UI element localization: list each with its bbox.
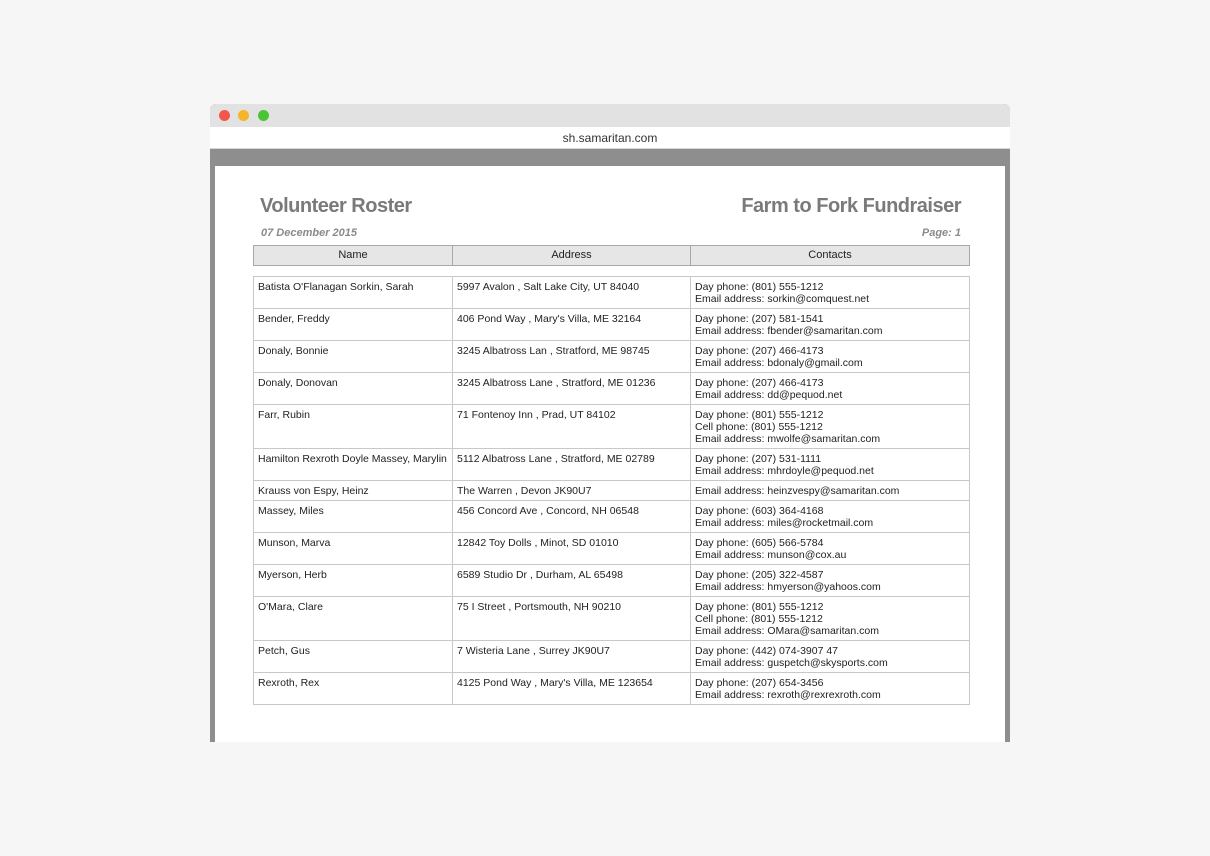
volunteer-address: 4125 Pond Way , Mary's Villa, ME 123654 <box>453 673 691 704</box>
contact-line: Cell phone: (801) 555-1212 <box>695 421 823 433</box>
contact-line: Day phone: (605) 566-5784 <box>695 537 824 549</box>
contact-line: Email address: mhrdoyle@pequod.net <box>695 465 874 477</box>
volunteer-name: Munson, Marva <box>254 533 453 564</box>
volunteer-contacts <box>691 533 969 564</box>
address-bar[interactable]: sh.samaritan.com <box>210 127 1010 149</box>
contact-line: Day phone: (207) 466-4173 <box>695 345 824 357</box>
contact-line: Day phone: (207) 531-1111 <box>695 453 822 465</box>
maximize-window-icon[interactable] <box>258 110 269 121</box>
roster-table <box>253 276 970 705</box>
table-header <box>253 245 970 266</box>
volunteer-address: 406 Pond Way , Mary's Villa, ME 32164 <box>453 309 691 340</box>
contact-line: Email address: bdonaly@gmail.com <box>695 357 863 369</box>
contact-line: Day phone: (801) 555-1212 <box>695 281 824 293</box>
volunteer-address: 12842 Toy Dolls , Minot, SD 01010 <box>453 533 691 564</box>
volunteer-address: 3245 Albatross Lane , Stratford, ME 01236 <box>453 373 691 404</box>
contact-line: Day phone: (442) 074-3907 47 <box>695 645 839 657</box>
contact-line: Email address: OMara@samaritan.com <box>695 625 879 637</box>
table-row <box>254 641 969 673</box>
table-row <box>254 533 969 565</box>
contact-line: Email address: mwolfe@samaritan.com <box>695 433 881 445</box>
header-address: Address <box>453 246 691 265</box>
volunteer-name: Donaly, Bonnie <box>254 341 453 372</box>
contact-line: Day phone: (603) 364-4168 <box>695 505 824 517</box>
volunteer-name: Rexroth, Rex <box>254 673 453 704</box>
page-number: Page: 1 <box>921 227 961 239</box>
volunteer-contacts <box>691 449 969 480</box>
volunteer-address: 75 I Street , Portsmouth, NH 90210 <box>453 597 691 640</box>
volunteer-contacts <box>691 673 969 704</box>
table-row <box>254 481 969 501</box>
volunteer-name: O'Mara, Clare <box>254 597 453 640</box>
volunteer-address: 7 Wisteria Lane , Surrey JK90U7 <box>453 641 691 672</box>
header-name: Name <box>254 246 453 265</box>
volunteer-address: 71 Fontenoy Inn , Prad, UT 84102 <box>453 405 691 448</box>
minimize-window-icon[interactable] <box>238 110 249 121</box>
volunteer-name: Krauss von Espy, Heinz <box>254 481 453 500</box>
contact-line: Email address: guspetch@skysports.com <box>695 657 888 669</box>
contact-line: Day phone: (205) 322-4587 <box>695 569 824 581</box>
event-name: Farm to Fork Fundraiser <box>741 195 961 217</box>
volunteer-address: 5112 Albatross Lane , Stratford, ME 02789 <box>453 449 691 480</box>
table-row <box>254 277 969 309</box>
table-row <box>254 309 969 341</box>
volunteer-name: Donaly, Donovan <box>254 373 453 404</box>
volunteer-name: Petch, Gus <box>254 641 453 672</box>
volunteer-contacts <box>691 481 969 500</box>
contact-line: Email address: munson@cox.au <box>695 549 847 561</box>
volunteer-name: Bender, Freddy <box>254 309 453 340</box>
volunteer-contacts <box>691 373 969 404</box>
report-date: 07 December 2015 <box>261 227 358 239</box>
contact-line: Email address: fbender@samaritan.com <box>695 325 883 337</box>
volunteer-address: 5997 Avalon , Salt Lake City, UT 84040 <box>453 277 691 308</box>
volunteer-contacts <box>691 597 969 640</box>
volunteer-address: The Warren , Devon JK90U7 <box>453 481 691 500</box>
table-row <box>254 341 969 373</box>
volunteer-name: Batista O'Flanagan Sorkin, Sarah <box>254 277 453 308</box>
volunteer-name: Myerson, Herb <box>254 565 453 596</box>
contact-line: Email address: miles@rocketmail.com <box>695 517 874 529</box>
page-background <box>210 149 1010 166</box>
table-row <box>254 449 969 481</box>
contact-line: Day phone: (801) 555-1212 <box>695 409 824 421</box>
browser-window <box>210 104 1010 742</box>
table-row <box>254 565 969 597</box>
contact-line: Email address: rexroth@rexrexroth.com <box>695 689 881 701</box>
contact-line: Cell phone: (801) 555-1212 <box>695 613 823 625</box>
table-row <box>254 405 969 449</box>
volunteer-name: Farr, Rubin <box>254 405 453 448</box>
table-row <box>254 373 969 405</box>
contact-line: Day phone: (801) 555-1212 <box>695 601 824 613</box>
contact-line: Day phone: (207) 654-3456 <box>695 677 824 689</box>
contact-line: Email address: heinzvespy@samaritan.com <box>695 485 900 497</box>
volunteer-address: 6589 Studio Dr , Durham, AL 65498 <box>453 565 691 596</box>
close-window-icon[interactable] <box>219 110 230 121</box>
header-contacts: Contacts <box>808 249 852 261</box>
volunteer-contacts <box>691 309 969 340</box>
volunteer-contacts <box>691 341 969 372</box>
volunteer-address: 456 Concord Ave , Concord, NH 06548 <box>453 501 691 532</box>
contact-line: Day phone: (207) 466-4173 <box>695 377 824 389</box>
volunteer-contacts <box>691 501 969 532</box>
volunteer-name: Massey, Miles <box>254 501 453 532</box>
table-row <box>254 501 969 533</box>
report-page <box>215 166 1005 742</box>
volunteer-contacts <box>691 565 969 596</box>
contact-line: Email address: hmyerson@yahoos.com <box>695 581 881 593</box>
volunteer-address: 3245 Albatross Lan , Stratford, ME 98745 <box>453 341 691 372</box>
contact-line: Email address: dd@pequod.net <box>695 389 843 401</box>
volunteer-contacts <box>691 277 969 308</box>
report-title: Volunteer Roster <box>260 195 412 217</box>
title-bar <box>210 104 1010 127</box>
table-row <box>254 597 969 641</box>
volunteer-contacts <box>691 641 969 672</box>
volunteer-name: Hamilton Rexroth Doyle Massey, Marylin <box>254 449 453 480</box>
volunteer-contacts <box>691 405 969 448</box>
contact-line: Day phone: (207) 581-1541 <box>695 313 824 325</box>
contact-line: Email address: sorkin@comquest.net <box>695 293 870 305</box>
table-row <box>254 673 969 705</box>
